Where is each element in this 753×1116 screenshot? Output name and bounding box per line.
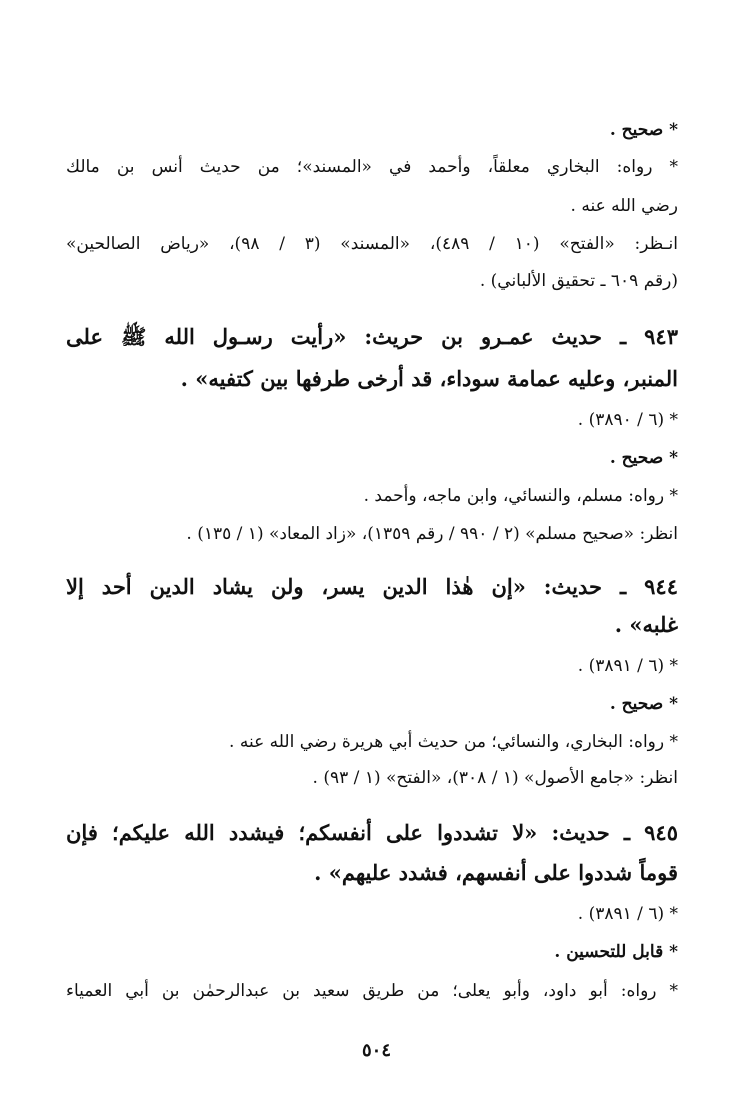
reference-line: (رقم ٦٠٩ ـ تحقيق الألباني) . — [479, 271, 678, 291]
source-ref-line: * (٦ / ٣٨٩٠) . — [577, 410, 678, 430]
narration-line: * رواه: أبو داود، وأبو يعلى؛ من طريق سعيد بن عبدالرحمٰن بن أبي العمياء — [66, 981, 678, 1001]
reference-line: انظر: «جامع الأصول» (١ / ٣٠٨)، «الفتح» (١ / ٩٣) . — [312, 768, 678, 788]
narration-line: * رواه: مسلم، والنسائي، وابن ماجه، وأحمد . — [363, 486, 678, 506]
hadith-heading: غلبه» . — [614, 612, 678, 637]
narration-line: رضي الله عنه . — [570, 196, 678, 216]
hadith-heading: قوماً شددوا على أنفسهم، فشدد عليهم» . — [314, 860, 678, 885]
narration-line: * رواه: البخاري، والنسائي؛ من حديث أبي هريرة رضي الله عنه . — [229, 732, 678, 752]
source-ref-line: * (٦ / ٣٨٩١) . — [577, 656, 678, 676]
narration-line: * رواه: البخاري معلقاً، وأحمد في «المسند»؛ من حديث أنس بن مالك — [66, 157, 678, 177]
grade-line: * قابل للتحسين . — [554, 942, 678, 962]
source-ref-line: * (٦ / ٣٨٩١) . — [577, 904, 678, 924]
grade-line: * صحيح . — [609, 694, 678, 714]
reference-line: انـظر: «الفتح» (١٠ / ٤٨٩)، «المسند» (٣ / ٩٨)، «رياض الصالحين» — [66, 234, 678, 254]
reference-line: انظر: «صحيح مسلم» (٢ / ٩٩٠ / رقم ١٣٥٩)، «زاد المعاد» (١ / ١٣٥) . — [186, 524, 678, 544]
grade-line: * صحيح . — [609, 448, 678, 468]
page-number: ٥٠٤ — [361, 1040, 391, 1061]
grade-line: * صحيح . — [609, 120, 678, 140]
hadith-heading: المنبر، وعليه عمامة سوداء، قد أرخى طرفها بين كتفيه» . — [180, 366, 678, 391]
hadith-heading: ٩٤٣ ـ حديث عمـرو بن حريث: «رأيت رسـول الله ﷺ على — [66, 324, 678, 349]
hadith-heading: ٩٤٤ ـ حديث: «إن هٰذا الدين يسر، ولن يشاد الدين أحد إلا — [66, 574, 678, 599]
hadith-heading: ٩٤٥ ـ حديث: «لا تشددوا على أنفسكم؛ فيشدد الله عليكم؛ فإن — [66, 820, 678, 845]
